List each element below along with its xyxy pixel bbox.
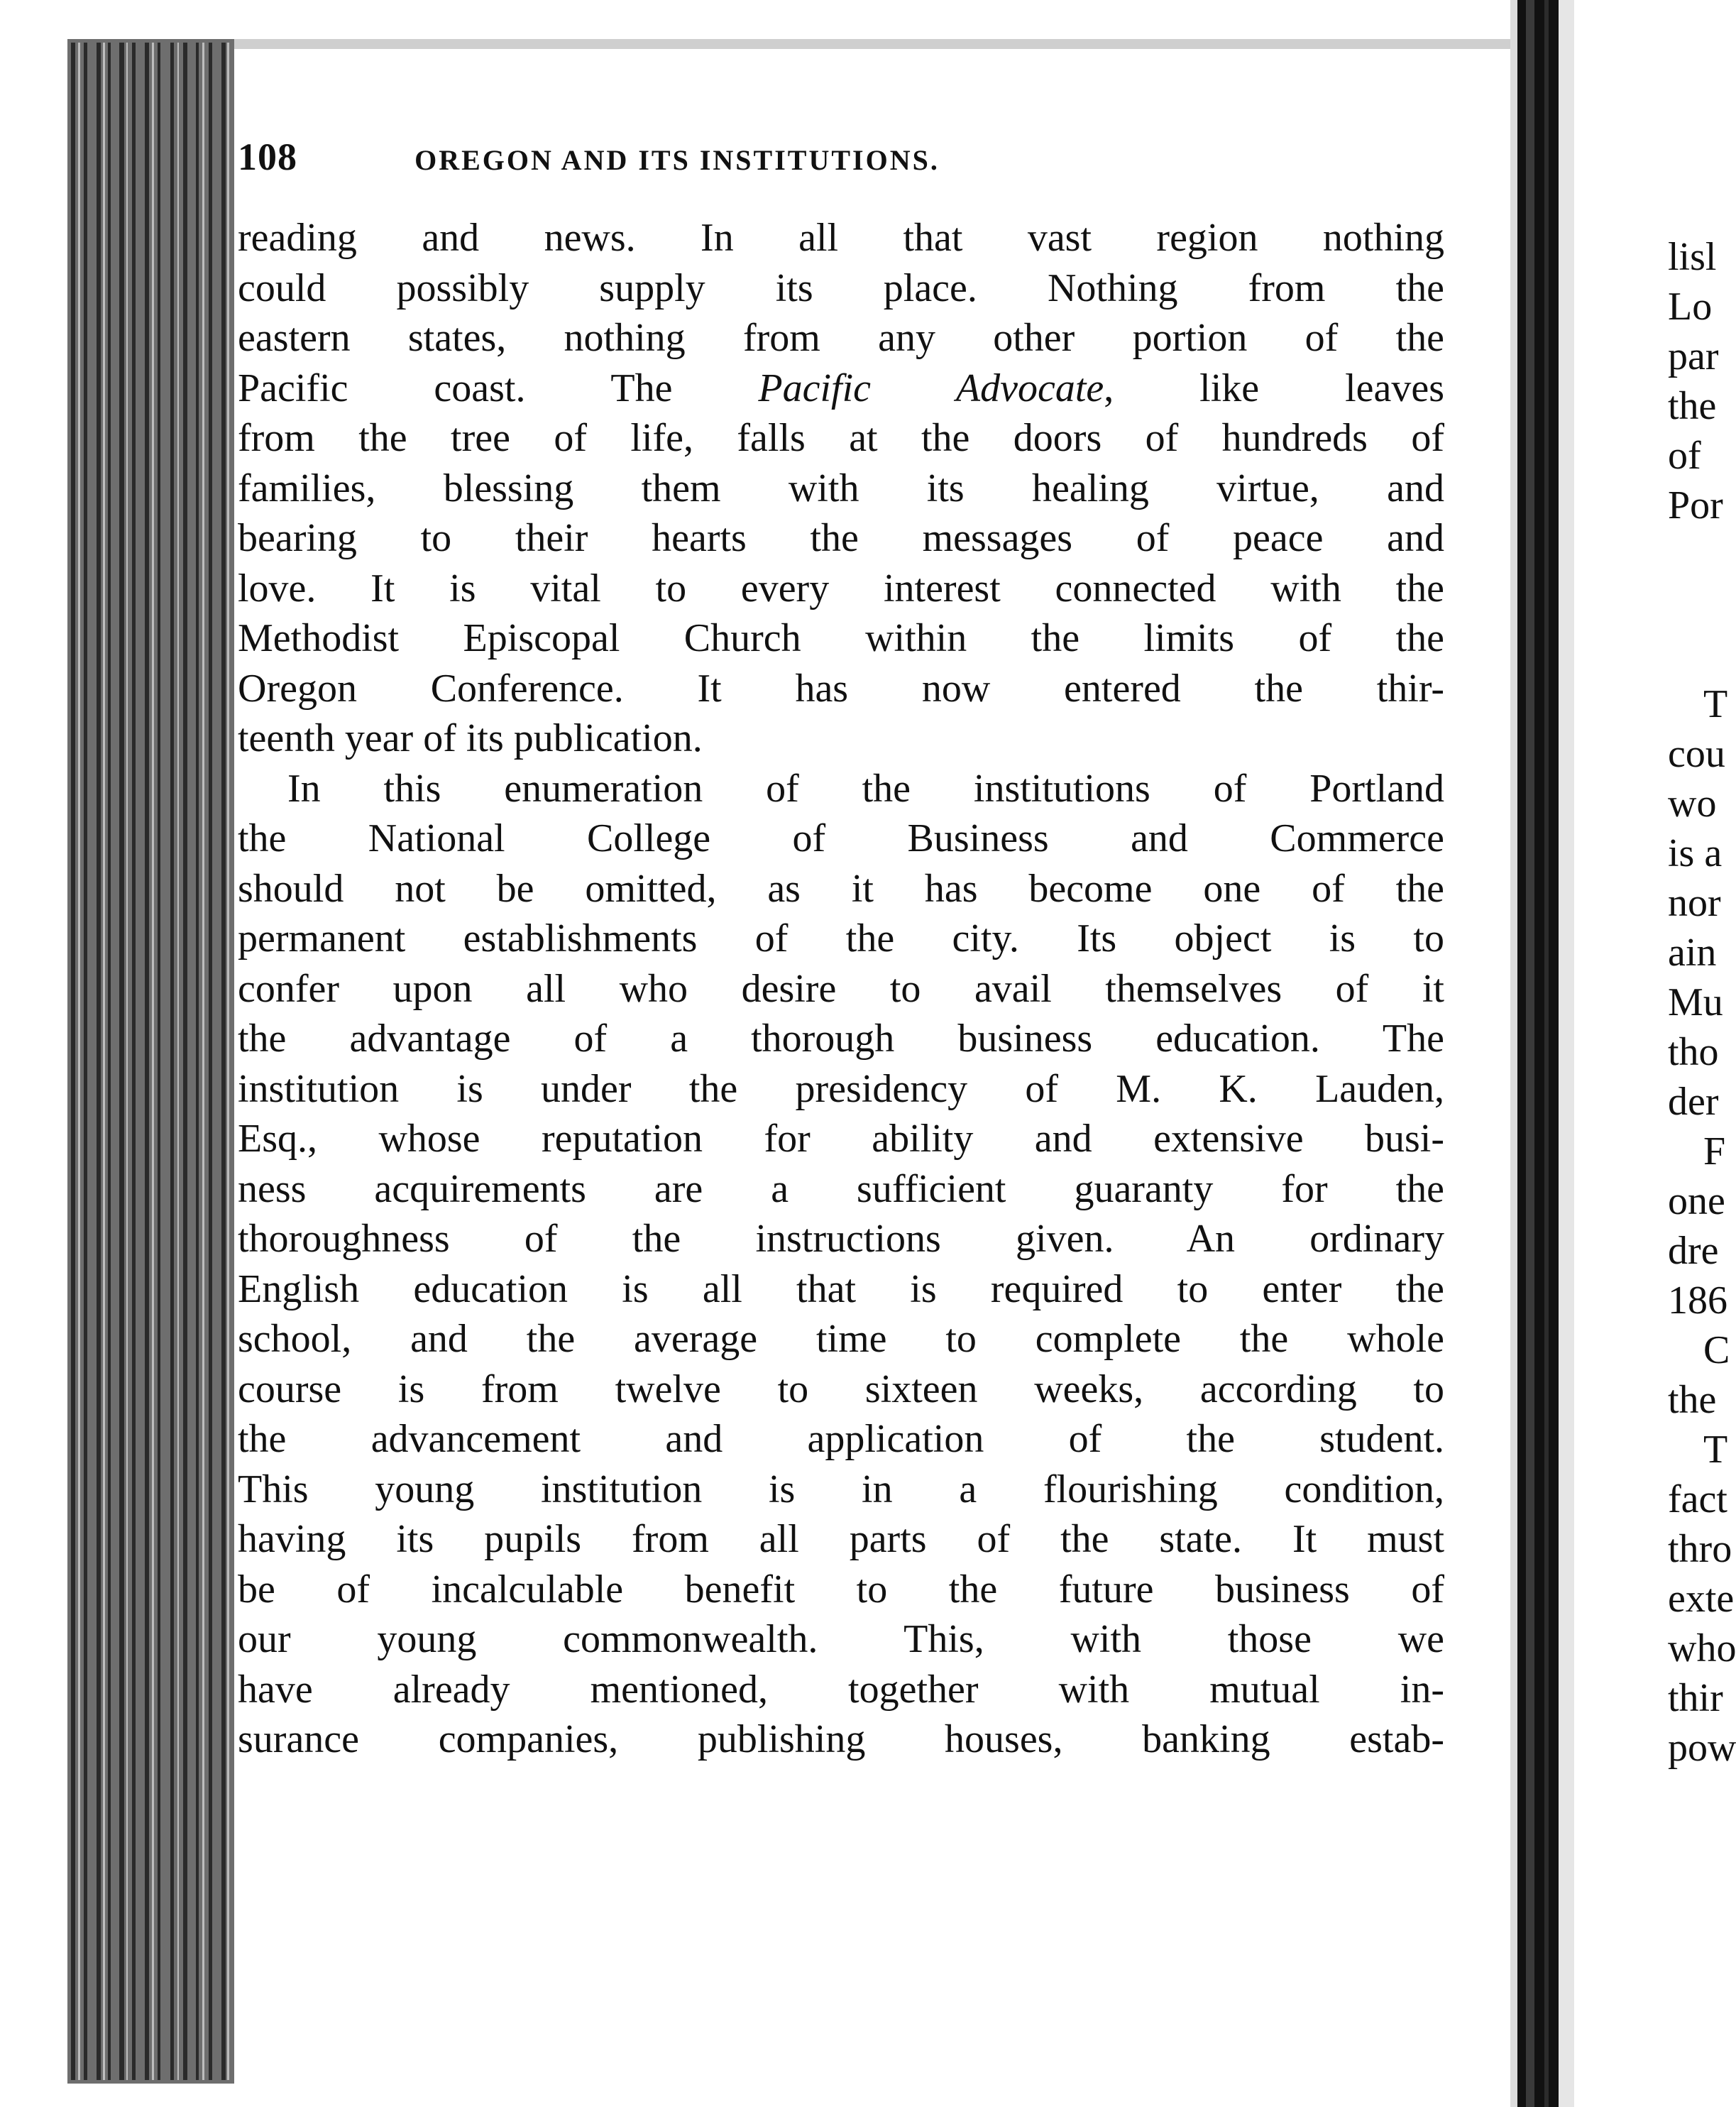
right-fragment: T	[1703, 1428, 1728, 1472]
text-line: school, and the average time to complete the whole	[238, 1317, 1444, 1361]
text-line: families, blessing them with its healing virtue, and	[238, 466, 1444, 510]
right-fragment: thir	[1668, 1676, 1723, 1720]
right-fragment: pow	[1668, 1726, 1736, 1770]
right-fragment: wo	[1668, 782, 1717, 826]
text-line: This young institution is in a flourishing condition,	[238, 1467, 1444, 1511]
text-line	[238, 363, 1444, 414]
right-fragment: the	[1668, 1378, 1717, 1422]
right-fragment: who	[1668, 1626, 1736, 1670]
text-line: the National College of Business and Commerce	[238, 816, 1444, 860]
right-fragment: one	[1668, 1179, 1725, 1223]
page-body-text	[238, 213, 1444, 1765]
text-fragment: Pacific coast. The	[238, 366, 759, 410]
right-fragment: the	[1668, 384, 1717, 428]
right-fragment: nor	[1668, 881, 1721, 925]
text-line: the advancement and application of the student.	[238, 1417, 1444, 1461]
text-line: the advantage of a thorough business education. The	[238, 1017, 1444, 1061]
text-line: course is from twelve to sixteen weeks, according to	[238, 1367, 1444, 1411]
right-fragment: ain	[1668, 931, 1717, 975]
page-number: 108	[238, 136, 297, 178]
right-fragment: Por	[1668, 483, 1723, 527]
text-line: bearing to their hearts the messages of peace and	[238, 516, 1444, 560]
text-line: teenth year of its publication.	[238, 716, 703, 760]
right-fragment: 186	[1668, 1279, 1727, 1323]
text-line: surance companies, publishing houses, banking estab-	[238, 1717, 1444, 1761]
text-line: thoroughness of the instructions given. An ordinary	[238, 1217, 1444, 1261]
text-line: should not be omitted, as it has become one of the	[238, 866, 1444, 911]
right-fragment: thro	[1668, 1527, 1732, 1571]
text-line: ness acquirements are a sufficient guaranty for the	[238, 1166, 1444, 1211]
right-fragment: is a	[1668, 831, 1723, 875]
text-line: could possibly supply its place. Nothing from the	[238, 266, 1444, 310]
right-fragment: C	[1703, 1328, 1730, 1372]
right-fragment: par	[1668, 334, 1719, 378]
right-fragment: T	[1703, 682, 1728, 726]
text-line: our young commonwealth. This, with those we	[238, 1617, 1444, 1661]
text-line: Methodist Episcopal Church within the limits of the	[238, 616, 1444, 660]
text-line: Esq., whose reputation for ability and extensive busi-	[238, 1117, 1444, 1161]
text-line: having its pupils from all parts of the state. It must	[238, 1517, 1444, 1561]
right-fragment: cou	[1668, 732, 1725, 776]
running-head	[238, 135, 1444, 192]
text-line: institution is under the presidency of M. K. Lauden,	[238, 1066, 1444, 1111]
text-line: reading and news. In all that vast region nothing	[238, 216, 1444, 260]
text-line: Oregon Conference. It has now entered the thir-	[238, 666, 1444, 711]
right-fragment: F	[1703, 1129, 1726, 1173]
right-fragment: exte	[1668, 1577, 1735, 1621]
right-fragment: of	[1668, 434, 1701, 478]
text-line: have already mentioned, together with mutual in-	[238, 1667, 1444, 1712]
italic-publication-title: Pacific Advocate	[758, 366, 1104, 410]
text-line: be of incalculable benefit to the future business of	[238, 1567, 1444, 1611]
text-fragment: , like leaves	[1104, 366, 1445, 410]
text-line: love. It is vital to every interest connected with the	[238, 566, 1444, 611]
paragraph-first-line: In this enumeration of the institutions of Portland	[287, 766, 1444, 811]
right-fragment: Lo	[1668, 285, 1713, 329]
right-fragment: Mu	[1668, 980, 1723, 1024]
running-title: OREGON AND ITS INSTITUTIONS.	[414, 144, 940, 176]
text-line: English education is all that is required to enter the	[238, 1266, 1444, 1311]
right-fragment: lisl	[1668, 235, 1717, 279]
right-fragment: fact	[1668, 1477, 1727, 1521]
text-line: confer upon all who desire to avail themselves of it	[238, 966, 1444, 1011]
text-line: from the tree of life, falls at the doors of hundreds of	[238, 416, 1444, 460]
right-fragment: der	[1668, 1080, 1719, 1124]
text-line: eastern states, nothing from any other portion of the	[238, 316, 1444, 360]
text-line: permanent establishments of the city. Its object is to	[238, 916, 1444, 961]
right-fragment: dre	[1668, 1229, 1719, 1273]
right-fragment: tho	[1668, 1030, 1719, 1074]
